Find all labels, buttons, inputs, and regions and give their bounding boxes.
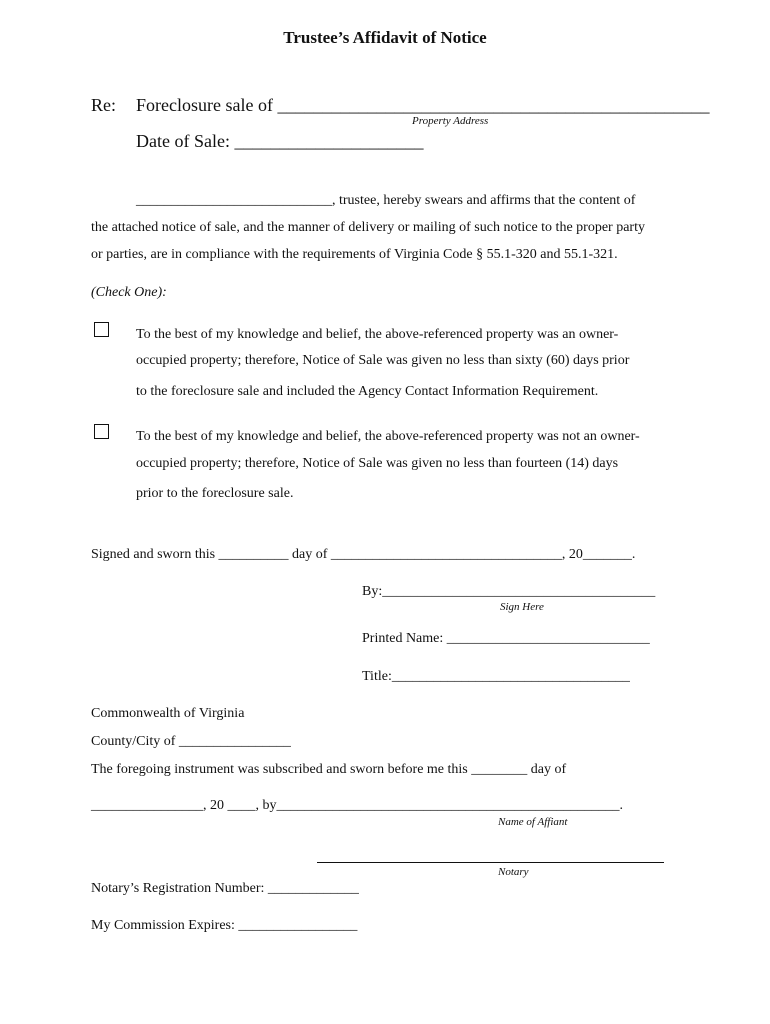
body-line-3: or parties, are in compliance with the requirements of Virginia Code § 55.1-320 and 55.1-321. <box>91 247 618 262</box>
option-2-line-3: prior to the foreclosure sale. <box>136 486 294 501</box>
option-2-line-1: To the best of my knowledge and belief, the above-referenced property was not an owner- <box>136 429 640 444</box>
owner-occupied-checkbox[interactable] <box>94 322 109 337</box>
county-city-field[interactable]: County/City of ________________ <box>91 734 291 749</box>
printed-name-field[interactable]: Printed Name: _____________________________ <box>362 631 650 646</box>
property-address-caption: Property Address <box>412 115 489 127</box>
date-of-sale-field[interactable]: Date of Sale: _____________________ <box>136 131 424 151</box>
signed-sworn-line[interactable]: Signed and sworn this __________ day of _________________________________, 20_______. <box>91 547 636 562</box>
commonwealth-label: Commonwealth of Virginia <box>91 706 245 721</box>
trustee-line[interactable]: ____________________________, trustee, hereby swears and affirms that the content of <box>136 193 636 208</box>
registration-number-field[interactable]: Notary’s Registration Number: _____________ <box>91 881 359 896</box>
not-owner-occupied-checkbox[interactable] <box>94 424 109 439</box>
re-label: Re: <box>91 95 116 115</box>
by-signature-field[interactable]: By:_______________________________________ <box>362 584 656 599</box>
affiant-date-line[interactable]: ________________, 20 ____, by_________________________________________________. <box>91 798 623 813</box>
title-field[interactable]: Title:__________________________________ <box>362 669 630 684</box>
option-1-line-1: To the best of my knowledge and belief, the above-referenced property was an owner- <box>136 327 619 342</box>
foreclosure-sale-field[interactable]: Foreclosure sale of ________________________________________________ <box>136 95 710 115</box>
option-1-line-2: occupied property; therefore, Notice of Sale was given no less than sixty (60) days prior <box>136 353 630 368</box>
notary-signature-line[interactable] <box>317 862 664 863</box>
option-1-line-3: to the foreclosure sale and included the Agency Contact Information Requirement. <box>136 384 599 399</box>
body-line-2: the attached notice of sale, and the manner of delivery or mailing of such notice to the proper party <box>91 220 645 235</box>
commission-expires-field[interactable]: My Commission Expires: _________________ <box>91 918 358 933</box>
sign-here-caption: Sign Here <box>500 601 544 613</box>
foregoing-instrument-line[interactable]: The foregoing instrument was subscribed and sworn before me this ________ day of <box>91 762 567 777</box>
option-2-line-2: occupied property; therefore, Notice of Sale was given no less than fourteen (14) days <box>136 456 619 471</box>
name-of-affiant-caption: Name of Affiant <box>498 816 568 828</box>
notary-caption: Notary <box>498 866 529 878</box>
page-title: Trustee’s Affidavit of Notice <box>283 28 487 47</box>
check-one-label: (Check One): <box>91 285 167 300</box>
